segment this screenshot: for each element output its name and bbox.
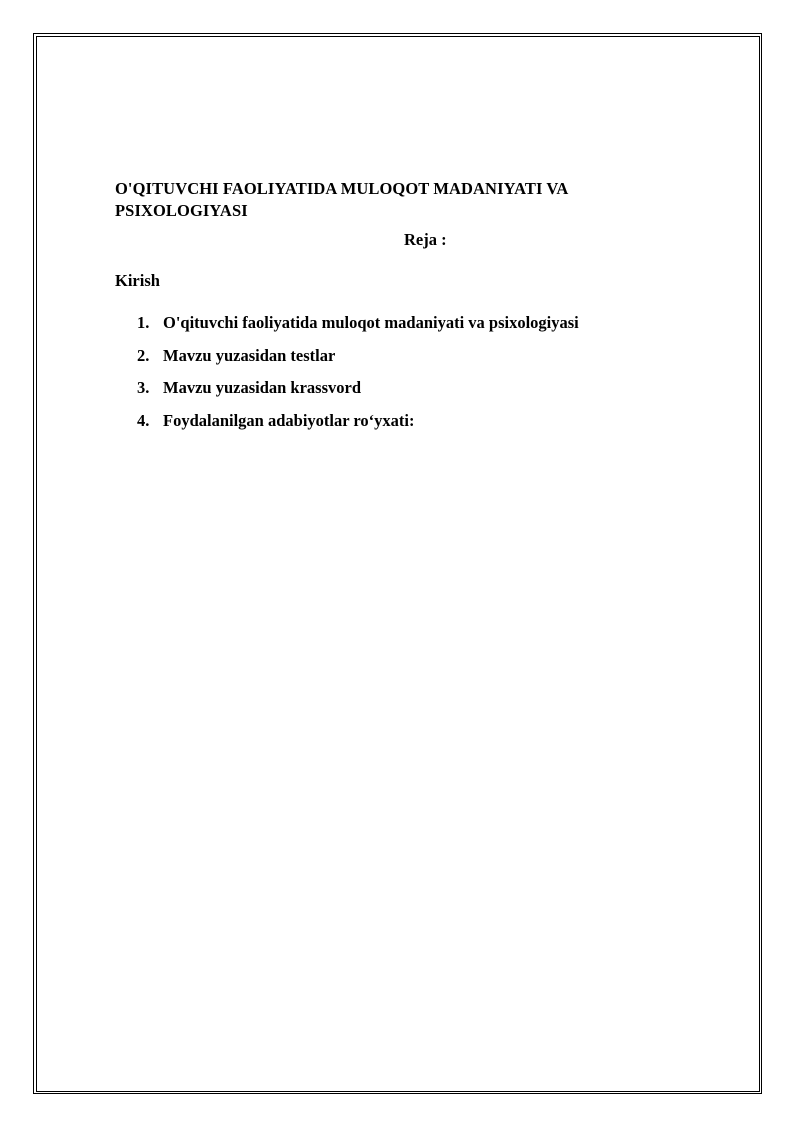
document-body [115,178,675,442]
list-item [115,345,675,367]
list-item-number: 2. [137,345,150,365]
list-item-text: Mavzu yuzasidan krassvord [163,378,362,397]
intro-heading: Kirish [115,271,160,290]
list-item-text: Mavzu yuzasidan testlar [163,345,336,365]
list-item [115,410,675,432]
list-item-text: Foydalanilgan adabiyotlar ro‘yxati: [163,410,415,430]
list-item-number: 4. [137,410,150,430]
list-item-number: 3. [137,378,150,397]
list-item [115,312,675,334]
plan-list [115,312,675,432]
list-item-text: O'qituvchi faoliyatida muloqot madaniyati va psixologiyasi [163,313,579,332]
list-item [115,377,675,399]
list-item-number: 1. [137,313,150,332]
plan-heading: Reja : [404,230,447,249]
document-title: O'QITUVCHI FAOLIYATIDA MULOQOT MADANIYATI VA PSIXOLOGIYASI [115,179,568,220]
